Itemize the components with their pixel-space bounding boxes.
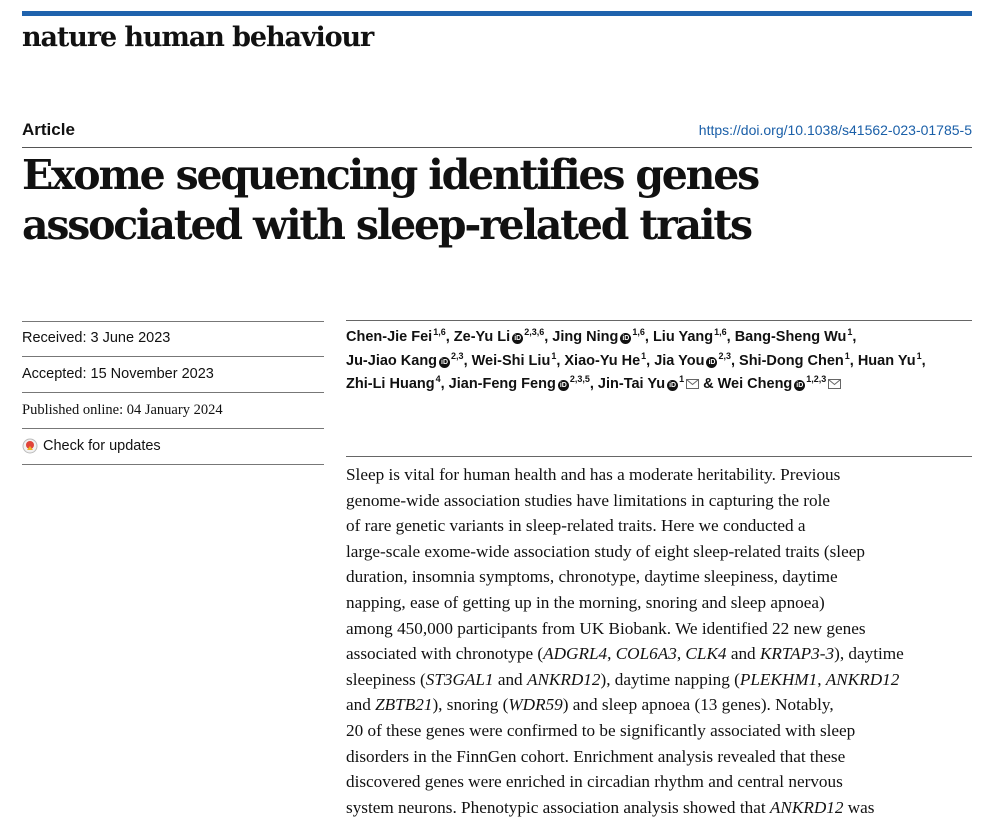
author-name[interactable] [735, 329, 853, 345]
abstract-text: and [726, 644, 760, 664]
author-name[interactable] [653, 329, 727, 345]
check-for-updates-button[interactable] [22, 438, 161, 454]
received-date: Received: 3 June 2023 [22, 330, 171, 346]
author-separator: , [726, 329, 735, 345]
abstract-line [346, 513, 970, 539]
affiliation-superscript: 1,6 [433, 327, 446, 337]
title-line-1: Exome sequencing identifies genes [22, 151, 759, 199]
author-name-text: Ju-Jiao Kang [346, 352, 438, 369]
author-name[interactable] [857, 350, 922, 369]
author-name[interactable] [346, 376, 441, 392]
author-name[interactable] [718, 376, 842, 392]
affiliation-superscript: 1 [916, 350, 922, 361]
author-name-text: Shi-Dong Chen [739, 352, 844, 369]
abstract-text: genome-wide association studies have limitations in capturing the role [346, 490, 830, 510]
abstract-text: system neurons. Phenotypic association analysis showed that [346, 797, 770, 817]
author-separator: , [921, 352, 926, 369]
author-separator: , [544, 329, 553, 345]
abstract-line [346, 616, 970, 642]
abstract-text: duration, insomnia symptoms, chronotype, daytime sleepiness, daytime [346, 567, 838, 587]
sidebar-divider [22, 392, 324, 393]
affiliation-superscript: 1 [679, 374, 685, 384]
gene-name: ANKRD12 [526, 669, 601, 689]
abstract-text: napping, ease of getting up in the morning, snoring and sleep apnoea) [346, 592, 825, 612]
affiliation-superscript: 4 [435, 374, 441, 384]
author-name[interactable] [564, 350, 647, 369]
sidebar-divider [22, 428, 324, 429]
author-name-text: Ze-Yu Li [453, 329, 511, 345]
author-name[interactable] [552, 329, 645, 345]
gene-name: WDR59 [508, 695, 563, 715]
article-title [22, 150, 922, 250]
abstract-line [346, 564, 970, 590]
author-separator: , [646, 352, 655, 369]
author-separator: , [589, 376, 598, 392]
check-for-updates-icon [22, 438, 38, 454]
header-divider [22, 147, 972, 148]
abstract-line [346, 641, 970, 667]
orcid-icon[interactable]: iD [514, 335, 522, 342]
gene-name: ADGRL4 [543, 644, 608, 664]
author-separator: , [440, 376, 449, 392]
abstract-text: was [843, 797, 875, 817]
abstract-text: discovered genes were enriched in circadian rhythm and central nervous [346, 772, 843, 792]
abstract-text: associated with chronotype ( [346, 644, 544, 664]
authors-top-divider [346, 320, 972, 321]
orcid-icon[interactable]: iD [708, 358, 716, 366]
author-separator: , [852, 329, 857, 345]
affiliation-superscript: 2,3,5 [569, 374, 590, 384]
affiliation-superscript: 2,3 [451, 350, 464, 361]
author-separator: , [644, 329, 653, 345]
orcid-icon[interactable]: iD [622, 335, 630, 342]
sidebar-divider [22, 356, 324, 357]
affiliation-superscript: 2,3 [718, 350, 731, 361]
journal-accent-bar [22, 11, 972, 16]
affiliation-superscript: 1 [551, 350, 557, 361]
published-date: Published online: 04 January 2024 [22, 402, 223, 418]
author-name[interactable] [346, 329, 446, 345]
title-line-2: associated with sleep-related traits [22, 201, 751, 249]
author-name[interactable] [346, 350, 464, 369]
author-list [346, 326, 966, 397]
abstract-text: and [346, 695, 376, 715]
gene-name: CLK4 [685, 644, 727, 664]
accepted-date: Accepted: 15 November 2023 [22, 366, 214, 382]
gene-name: ZBTB21 [375, 695, 433, 715]
abstract-text: ) and sleep apnoea (13 genes). Notably, [562, 695, 834, 715]
abstract-line [346, 667, 970, 693]
abstract-text: ), snoring ( [432, 695, 509, 715]
abstract-line [346, 488, 970, 514]
abstract-line [346, 590, 970, 616]
abstract-text: disorders in the FinnGen cohort. Enrichment analysis revealed that these [346, 746, 846, 766]
email-icon[interactable] [686, 379, 699, 389]
affiliation-superscript: 1,2,3 [806, 374, 827, 384]
orcid-icon[interactable]: iD [669, 382, 677, 389]
abstract-text: and [493, 669, 527, 689]
orcid-icon[interactable]: iD [559, 382, 567, 389]
abstract-text: ), daytime [834, 644, 904, 664]
abstract-line [346, 692, 970, 718]
article-type-label: Article [22, 120, 75, 139]
check-for-updates-label: Check for updates [43, 438, 161, 454]
gene-name: PLEKHM1 [739, 669, 818, 689]
abstract-text: Sleep is vital for human health and has a moderate heritability. Previous [346, 465, 841, 484]
author-separator: , [445, 329, 454, 345]
abstract-line [346, 795, 970, 821]
author-name[interactable] [598, 376, 699, 392]
abstract-line [346, 462, 970, 488]
author-separator: , [730, 352, 740, 369]
author-name-text: Wei-Shi Liu [471, 352, 551, 369]
author-name-text: Jing Ning [552, 329, 619, 345]
gene-name: KRTAP3-3 [759, 644, 835, 664]
gene-name: COL6A3 [615, 644, 677, 664]
affiliation-superscript: 1 [844, 350, 850, 361]
abstract-text: ), daytime napping ( [600, 669, 740, 689]
affiliation-superscript: 1 [847, 327, 853, 337]
abstract-line [346, 539, 970, 565]
author-name-text: Liu Yang [652, 329, 714, 345]
author-name[interactable] [739, 350, 850, 369]
gene-name: ANKRD12 [825, 669, 900, 689]
affiliation-superscript: 1,6 [632, 327, 645, 337]
abstract-text: , [607, 644, 616, 664]
author-name[interactable] [654, 350, 731, 369]
author-name-text: Xiao-Yu He [564, 352, 641, 369]
affiliation-superscript: 1 [641, 350, 647, 361]
affiliation-superscript: 2,3,6 [524, 327, 545, 337]
abstract-text: , [676, 644, 686, 664]
email-icon[interactable] [828, 379, 841, 389]
author-name[interactable] [449, 376, 590, 392]
author-name-text: Chen-Jie Fei [346, 329, 433, 345]
abstract-text: , [817, 669, 826, 689]
author-name-text: Wei Cheng [717, 376, 793, 392]
orcid-icon[interactable]: iD [441, 358, 449, 366]
author-name-text: Jin-Tai Yu [597, 376, 666, 392]
abstract-text: of rare genetic variants in sleep-related traits. Here we conducted a [346, 516, 806, 536]
abstract-text: among 450,000 participants from UK Biobank. We identified 22 new genes [346, 618, 866, 638]
author-separator: & [699, 376, 718, 392]
affiliation-superscript: 1,6 [714, 327, 727, 337]
abstract-line [346, 718, 970, 744]
author-name-text: Jian-Feng Feng [448, 376, 556, 392]
abstract [346, 462, 970, 820]
abstract-text: large-scale exome-wide association study of eight sleep-related traits (sleep [346, 541, 865, 561]
abstract-line [346, 769, 970, 795]
doi-link[interactable]: https://doi.org/10.1038/s41562-023-01785-5 [698, 122, 972, 138]
author-name-text: Zhi-Li Huang [346, 376, 435, 392]
author-name[interactable] [471, 350, 557, 369]
orcid-icon[interactable]: iD [796, 382, 804, 389]
abstract-line [346, 744, 970, 770]
abstract-text: sleepiness ( [346, 669, 426, 689]
author-name-text: Huan Yu [857, 352, 916, 369]
author-separator: , [849, 352, 858, 369]
author-separator: , [556, 352, 565, 369]
author-name-text: Bang-Sheng Wu [734, 329, 847, 345]
author-name-text: Jia You [654, 352, 705, 369]
journal-name: nature human behaviour [22, 22, 374, 53]
gene-name: ST3GAL1 [425, 669, 494, 689]
sidebar-divider [22, 321, 324, 322]
abstract-text: 20 of these genes were confirmed to be significantly associated with sleep [346, 720, 856, 740]
author-name[interactable] [454, 329, 544, 345]
author-separator: , [463, 352, 472, 369]
sidebar-divider [22, 464, 324, 465]
gene-name: ANKRD12 [769, 797, 844, 817]
abstract-top-divider [346, 456, 972, 457]
